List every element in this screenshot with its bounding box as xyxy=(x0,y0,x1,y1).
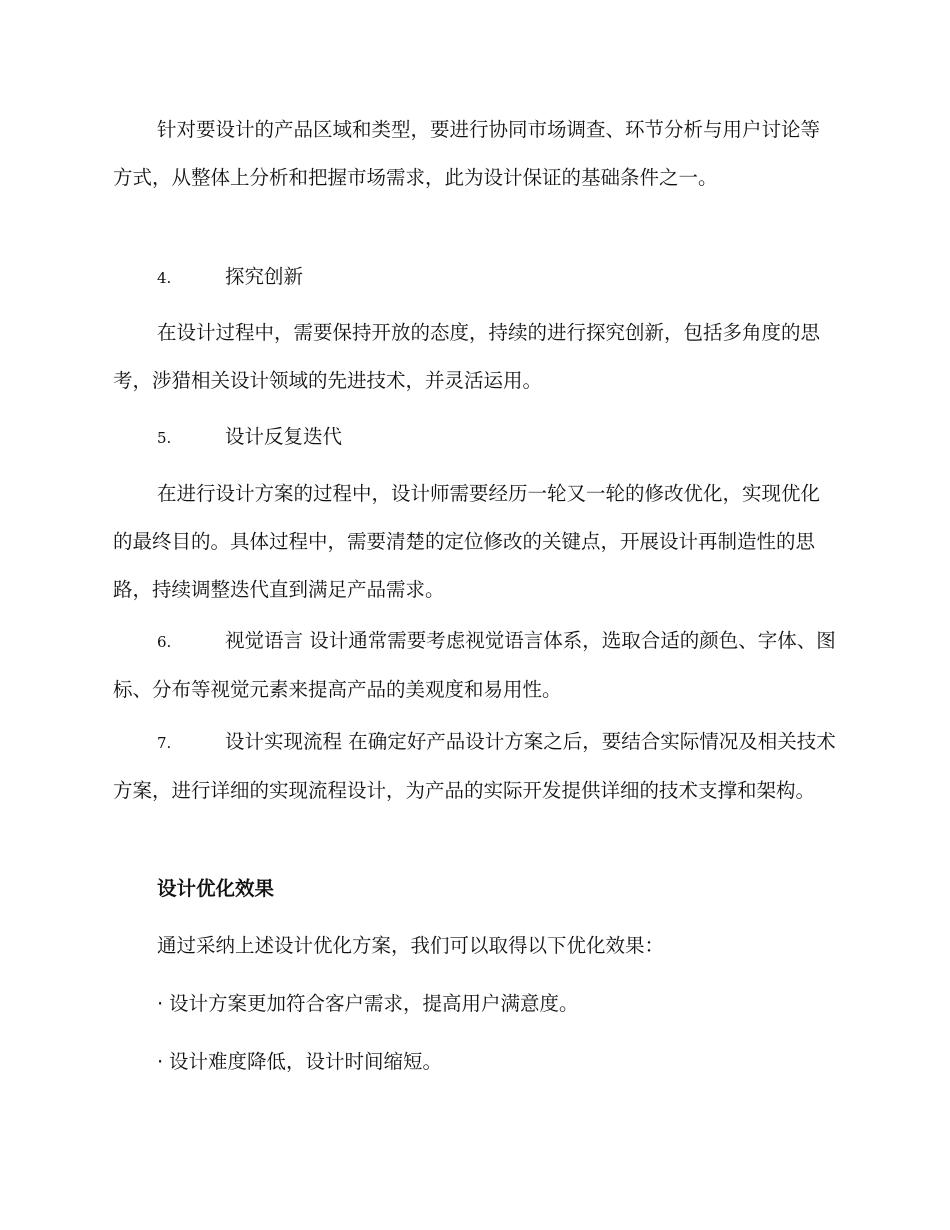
list-item-6 xyxy=(113,617,838,714)
market-research-paragraph xyxy=(113,106,838,202)
effects-intro: 通过采纳上述设计优化方案，我们可以取得以下优化效果： xyxy=(157,934,665,957)
bullet-dot-icon: · xyxy=(157,992,164,1015)
list-item-title: 设计反复迭代 xyxy=(225,425,343,448)
list-item-text: 设计实现流程 在确定好产品设计方案之后，要结合实际情况及相关技术方案，进行详细的实现流程设计，为产品的实际开发提供详细的技术支撑和架构。 xyxy=(113,730,836,802)
iteration-paragraph xyxy=(113,470,838,614)
innovation-paragraph xyxy=(113,309,838,405)
bullet-dot-icon: · xyxy=(157,1050,164,1073)
list-item-text: 视觉语言 设计通常需要考虑视觉语言体系，选取合适的颜色、字体、图标、分布等视觉元素来提高产品的美观度和易用性。 xyxy=(113,629,836,701)
list-number: 7. xyxy=(157,734,172,752)
paragraph-text: 在进行设计方案的过程中，设计师需要经历一轮又一轮的修改优化，实现优化的最终目的。具体过程中，需要清楚的定位修改的关键点，开展设计再制造性的思路，持续调整迭代直到满足产品需求。 xyxy=(113,482,821,601)
list-item-7 xyxy=(113,718,838,815)
bullet-text: 设计方案更加符合客户需求，提高用户满意度。 xyxy=(169,992,579,1015)
paragraph-text: 在设计过程中，需要保持开放的态度，持续的进行探究创新，包括多角度的思考，涉猎相关设计领域的先进技术，并灵活运用。 xyxy=(113,321,821,392)
bullet-item-1 xyxy=(113,980,838,1028)
list-item-4 xyxy=(113,253,838,302)
bullet-text: 设计难度降低，设计时间缩短。 xyxy=(169,1050,443,1073)
bullet-item-2 xyxy=(113,1038,838,1086)
list-item-title: 探究创新 xyxy=(225,265,304,288)
list-number: 6. xyxy=(157,633,172,651)
effects-intro-block xyxy=(113,922,838,970)
list-number: 5. xyxy=(157,429,172,447)
section-heading: 设计优化效果 xyxy=(157,877,275,900)
list-item-5 xyxy=(113,413,838,462)
list-number: 4. xyxy=(157,269,172,287)
section-heading-block xyxy=(113,865,838,913)
paragraph-text: 针对要设计的产品区域和类型，要进行协同市场调查、环节分析与用户讨论等方式，从整体上分析和把握市场需求，此为设计保证的基础条件之一。 xyxy=(113,118,821,189)
